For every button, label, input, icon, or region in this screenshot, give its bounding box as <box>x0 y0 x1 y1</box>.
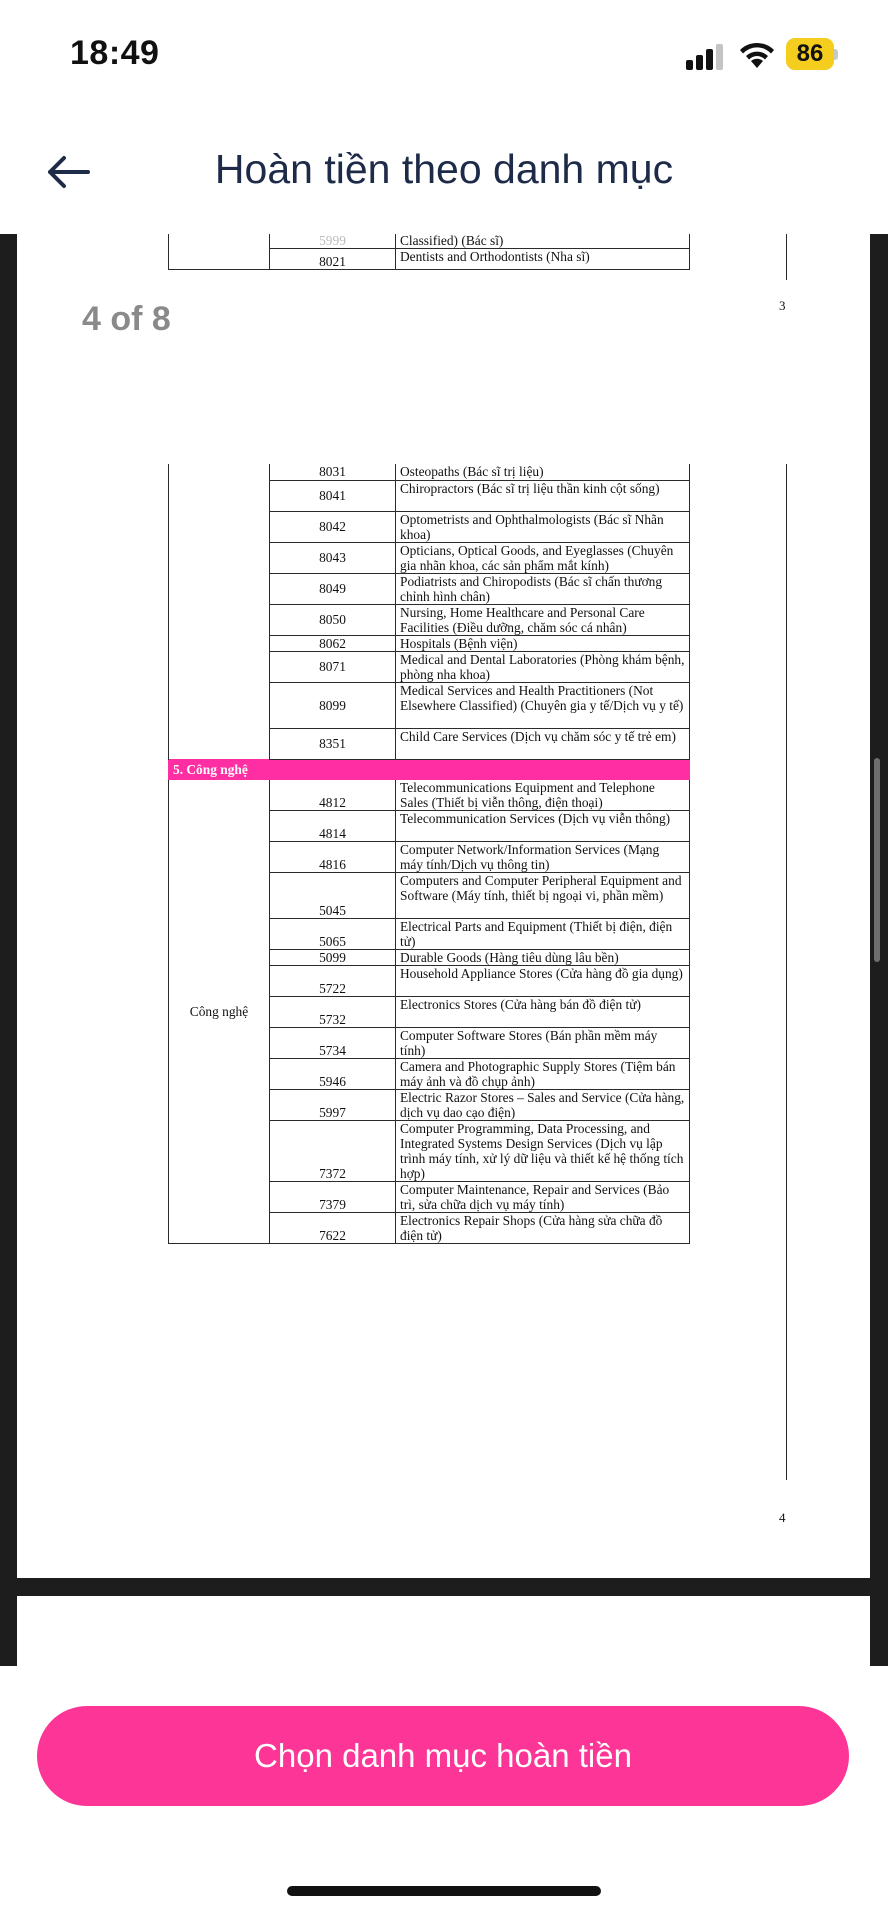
desc-text: Electronics Repair Shops (Cửa hàng sửa chữa đồ điện tử) <box>400 1212 663 1243</box>
table-cell-code <box>270 996 396 1027</box>
code-text: 5099 <box>319 949 346 965</box>
desc-text: Nursing, Home Healthcare and Personal Care Facilities (Điều dưỡng, chăm sóc cá nhân) <box>400 604 645 635</box>
table-cell-code <box>270 480 396 511</box>
table-cell-code <box>270 464 396 480</box>
table-cell <box>169 249 270 270</box>
desc-text: Electronics Stores (Cửa hàng bán đồ điện tử) <box>400 996 641 1012</box>
pdf-viewer[interactable] <box>0 234 888 1666</box>
table-row <box>169 464 690 480</box>
table-cell-desc <box>396 965 690 996</box>
table-cell-code <box>270 728 396 759</box>
code-text: 5997 <box>319 1104 346 1120</box>
code-text: 8043 <box>319 550 346 565</box>
page-title: Hoàn tiền theo danh mục <box>214 146 674 192</box>
table-cell-code <box>270 1120 396 1181</box>
table-cell-code <box>270 249 396 270</box>
table-cell-code <box>270 635 396 651</box>
table-cell-desc <box>396 573 690 604</box>
page-right-border <box>786 464 787 1480</box>
code-text: 4816 <box>319 856 346 872</box>
desc-text: Podiatrists and Chiropodists (Bác sĩ chấn thương chỉnh hình chân) <box>400 573 663 604</box>
table-cell-code <box>270 1058 396 1089</box>
desc-text: Child Care Services (Dịch vụ chăm sóc y tế trẻ em) <box>400 728 676 744</box>
bottom-area <box>0 1666 888 1920</box>
desc-text: Electric Razor Stores – Sales and Service (Cửa hàng, dịch vụ dao cạo điện) <box>400 1089 685 1120</box>
code-text: 7379 <box>319 1196 346 1212</box>
table-cell-desc <box>396 872 690 918</box>
table-cell-desc <box>396 728 690 759</box>
desc-text: Medical Services and Health Practitioners (Not Elsewhere Classified) (Chuyên gia y tế/Dịch vụ y tế) <box>400 682 684 713</box>
code-text: 5722 <box>319 980 346 996</box>
wifi-icon <box>738 40 776 70</box>
table-cell-desc <box>396 810 690 841</box>
table-cell-code <box>270 1212 396 1243</box>
table-cell-desc <box>396 604 690 635</box>
table-cell-code <box>270 872 396 918</box>
table-cell-desc <box>396 996 690 1027</box>
arrow-left-icon <box>46 155 90 189</box>
code-text: 7372 <box>319 1165 346 1181</box>
table-cell-desc <box>396 1089 690 1120</box>
desc-text: Chiropractors (Bác sĩ trị liệu thần kinh cột sống) <box>400 480 660 496</box>
code-text: 8031 <box>319 464 346 480</box>
table-cell-group <box>169 464 270 759</box>
desc-text: Camera and Photographic Supply Stores (Tiệm bán máy ảnh và đồ chụp ảnh) <box>400 1058 676 1089</box>
health-rows <box>169 464 690 759</box>
table-cell-code <box>270 841 396 872</box>
table-cell-code <box>270 779 396 810</box>
desc-text: Medical and Dental Laboratories (Phòng khám bệnh, phòng nha khoa) <box>400 651 685 682</box>
table-cell-desc <box>396 234 690 249</box>
table-cell-code <box>270 651 396 682</box>
table-cell-code <box>270 1027 396 1058</box>
desc-text: Osteopaths (Bác sĩ trị liệu) <box>400 464 544 479</box>
table-cell-code <box>270 604 396 635</box>
code-text: 5999 <box>319 234 346 248</box>
desc-text: Electrical Parts and Equipment (Thiết bị điện, điện tử) <box>400 918 673 949</box>
section-header-row <box>169 759 690 779</box>
table-cell <box>169 234 270 249</box>
code-text: 8042 <box>319 519 346 534</box>
table-cell-desc <box>396 1058 690 1089</box>
code-text: 5734 <box>319 1042 346 1058</box>
desc-text: Telecommunications Equipment and Telephone Sales (Thiết bị viễn thông, điện thoại) <box>400 779 655 810</box>
desc-text: Household Appliance Stores (Cửa hàng đồ gia dụng) <box>400 965 683 981</box>
table-cell-desc <box>396 682 690 728</box>
desc-text: Computer Programming, Data Processing, and Integrated Systems Design Services (Dịch vụ lập trình máy tính, xử lý dữ liệu và thiết kế hệ thống tích hợp) <box>400 1120 684 1181</box>
table-cell-desc <box>396 480 690 511</box>
battery-icon <box>786 38 838 70</box>
table-cell-desc <box>396 779 690 810</box>
code-text: 8071 <box>319 659 346 674</box>
table-cell-desc <box>396 651 690 682</box>
page3-table <box>168 234 690 270</box>
scroll-indicator[interactable] <box>874 758 880 962</box>
code-text: 8050 <box>319 612 346 627</box>
code-text: 7622 <box>319 1227 346 1243</box>
page-indicator: 4 of 8 <box>82 300 171 338</box>
page-right-border <box>786 234 787 280</box>
table-cell-desc <box>396 1027 690 1058</box>
choose-category-button[interactable]: Chọn danh mục hoàn tiền <box>37 1706 849 1806</box>
desc-text: Durable Goods (Hàng tiêu dùng lâu bền) <box>400 949 619 965</box>
table-cell-code <box>270 918 396 949</box>
table-cell-code <box>270 949 396 965</box>
code-text: 8351 <box>319 736 346 751</box>
table-cell-desc <box>396 1181 690 1212</box>
table-cell-code <box>270 1089 396 1120</box>
group-label: Công nghệ <box>189 1003 249 1019</box>
table-cell-code <box>270 965 396 996</box>
page4-table <box>168 464 690 1244</box>
table-cell-code <box>270 682 396 728</box>
table-cell-code <box>270 1181 396 1212</box>
code-text: 8049 <box>319 581 346 596</box>
desc-text: Computer Network/Information Services (Mạng máy tính/Dịch vụ thông tin) <box>400 841 660 872</box>
page-number: 3 <box>779 298 786 313</box>
code-text: 4814 <box>319 825 346 841</box>
desc-text: Hospitals (Bệnh viện) <box>400 635 518 651</box>
battery-level: 86 <box>786 38 834 70</box>
table-cell-code <box>270 573 396 604</box>
table-cell-desc <box>396 1120 690 1181</box>
cellular-signal-icon <box>686 44 726 70</box>
table-cell-desc <box>396 511 690 542</box>
desc-text: Computer Maintenance, Repair and Services (Bảo trì, sửa chữa dịch vụ máy tính) <box>400 1181 670 1212</box>
table-cell-group <box>169 779 270 1243</box>
desc-text: Telecommunication Services (Dịch vụ viễn thông) <box>400 810 671 826</box>
table-cell-code <box>270 234 396 249</box>
table-cell-code <box>270 511 396 542</box>
back-button[interactable] <box>38 146 98 198</box>
desc-text: Computers and Computer Peripheral Equipment and Software (Máy tính, thiết bị ngoại vi, phần mềm) <box>400 872 682 903</box>
desc-text: Opticians, Optical Goods, and Eyeglasses (Chuyên gia nhãn khoa, các sản phẩm mắt kính) <box>400 542 674 573</box>
code-text: 8062 <box>319 635 346 651</box>
code-text: 8041 <box>319 488 346 503</box>
app-header <box>0 110 888 234</box>
table-cell-desc <box>396 918 690 949</box>
desc-text: Optometrists and Ophthalmologists (Bác sĩ Nhãn khoa) <box>400 511 664 542</box>
table-cell-desc <box>396 249 690 270</box>
pdf-page-4 <box>17 378 870 1578</box>
table-cell-desc <box>396 841 690 872</box>
table-cell-desc <box>396 542 690 573</box>
table-cell-desc <box>396 635 690 651</box>
table-cell-code <box>270 542 396 573</box>
pdf-page-5 <box>17 1596 870 1666</box>
desc-text: Computer Software Stores (Bán phần mềm máy tính) <box>400 1027 658 1058</box>
home-indicator <box>287 1886 601 1896</box>
section-title: 5. Công nghệ <box>169 759 690 779</box>
table-cell-desc <box>396 949 690 965</box>
code-text: 8021 <box>319 254 346 269</box>
table-row <box>169 779 690 810</box>
tech-rows <box>169 779 690 1243</box>
desc-text: Classified) (Bác sĩ) <box>400 234 504 248</box>
page-number: 4 <box>779 1510 786 1525</box>
code-text: 5732 <box>319 1011 346 1027</box>
code-text: 5045 <box>319 902 346 918</box>
code-text: 8099 <box>319 697 346 713</box>
table-cell-desc <box>396 464 690 480</box>
status-time: 18:49 <box>70 34 160 72</box>
battery-tip <box>834 49 838 60</box>
code-text: 4812 <box>319 794 346 810</box>
table-cell-desc <box>396 1212 690 1243</box>
code-text: 5065 <box>319 933 346 949</box>
status-bar <box>0 0 888 110</box>
code-text: 5946 <box>319 1073 346 1089</box>
table-cell-code <box>270 810 396 841</box>
desc-text: Dentists and Orthodontists (Nha sĩ) <box>400 249 590 264</box>
